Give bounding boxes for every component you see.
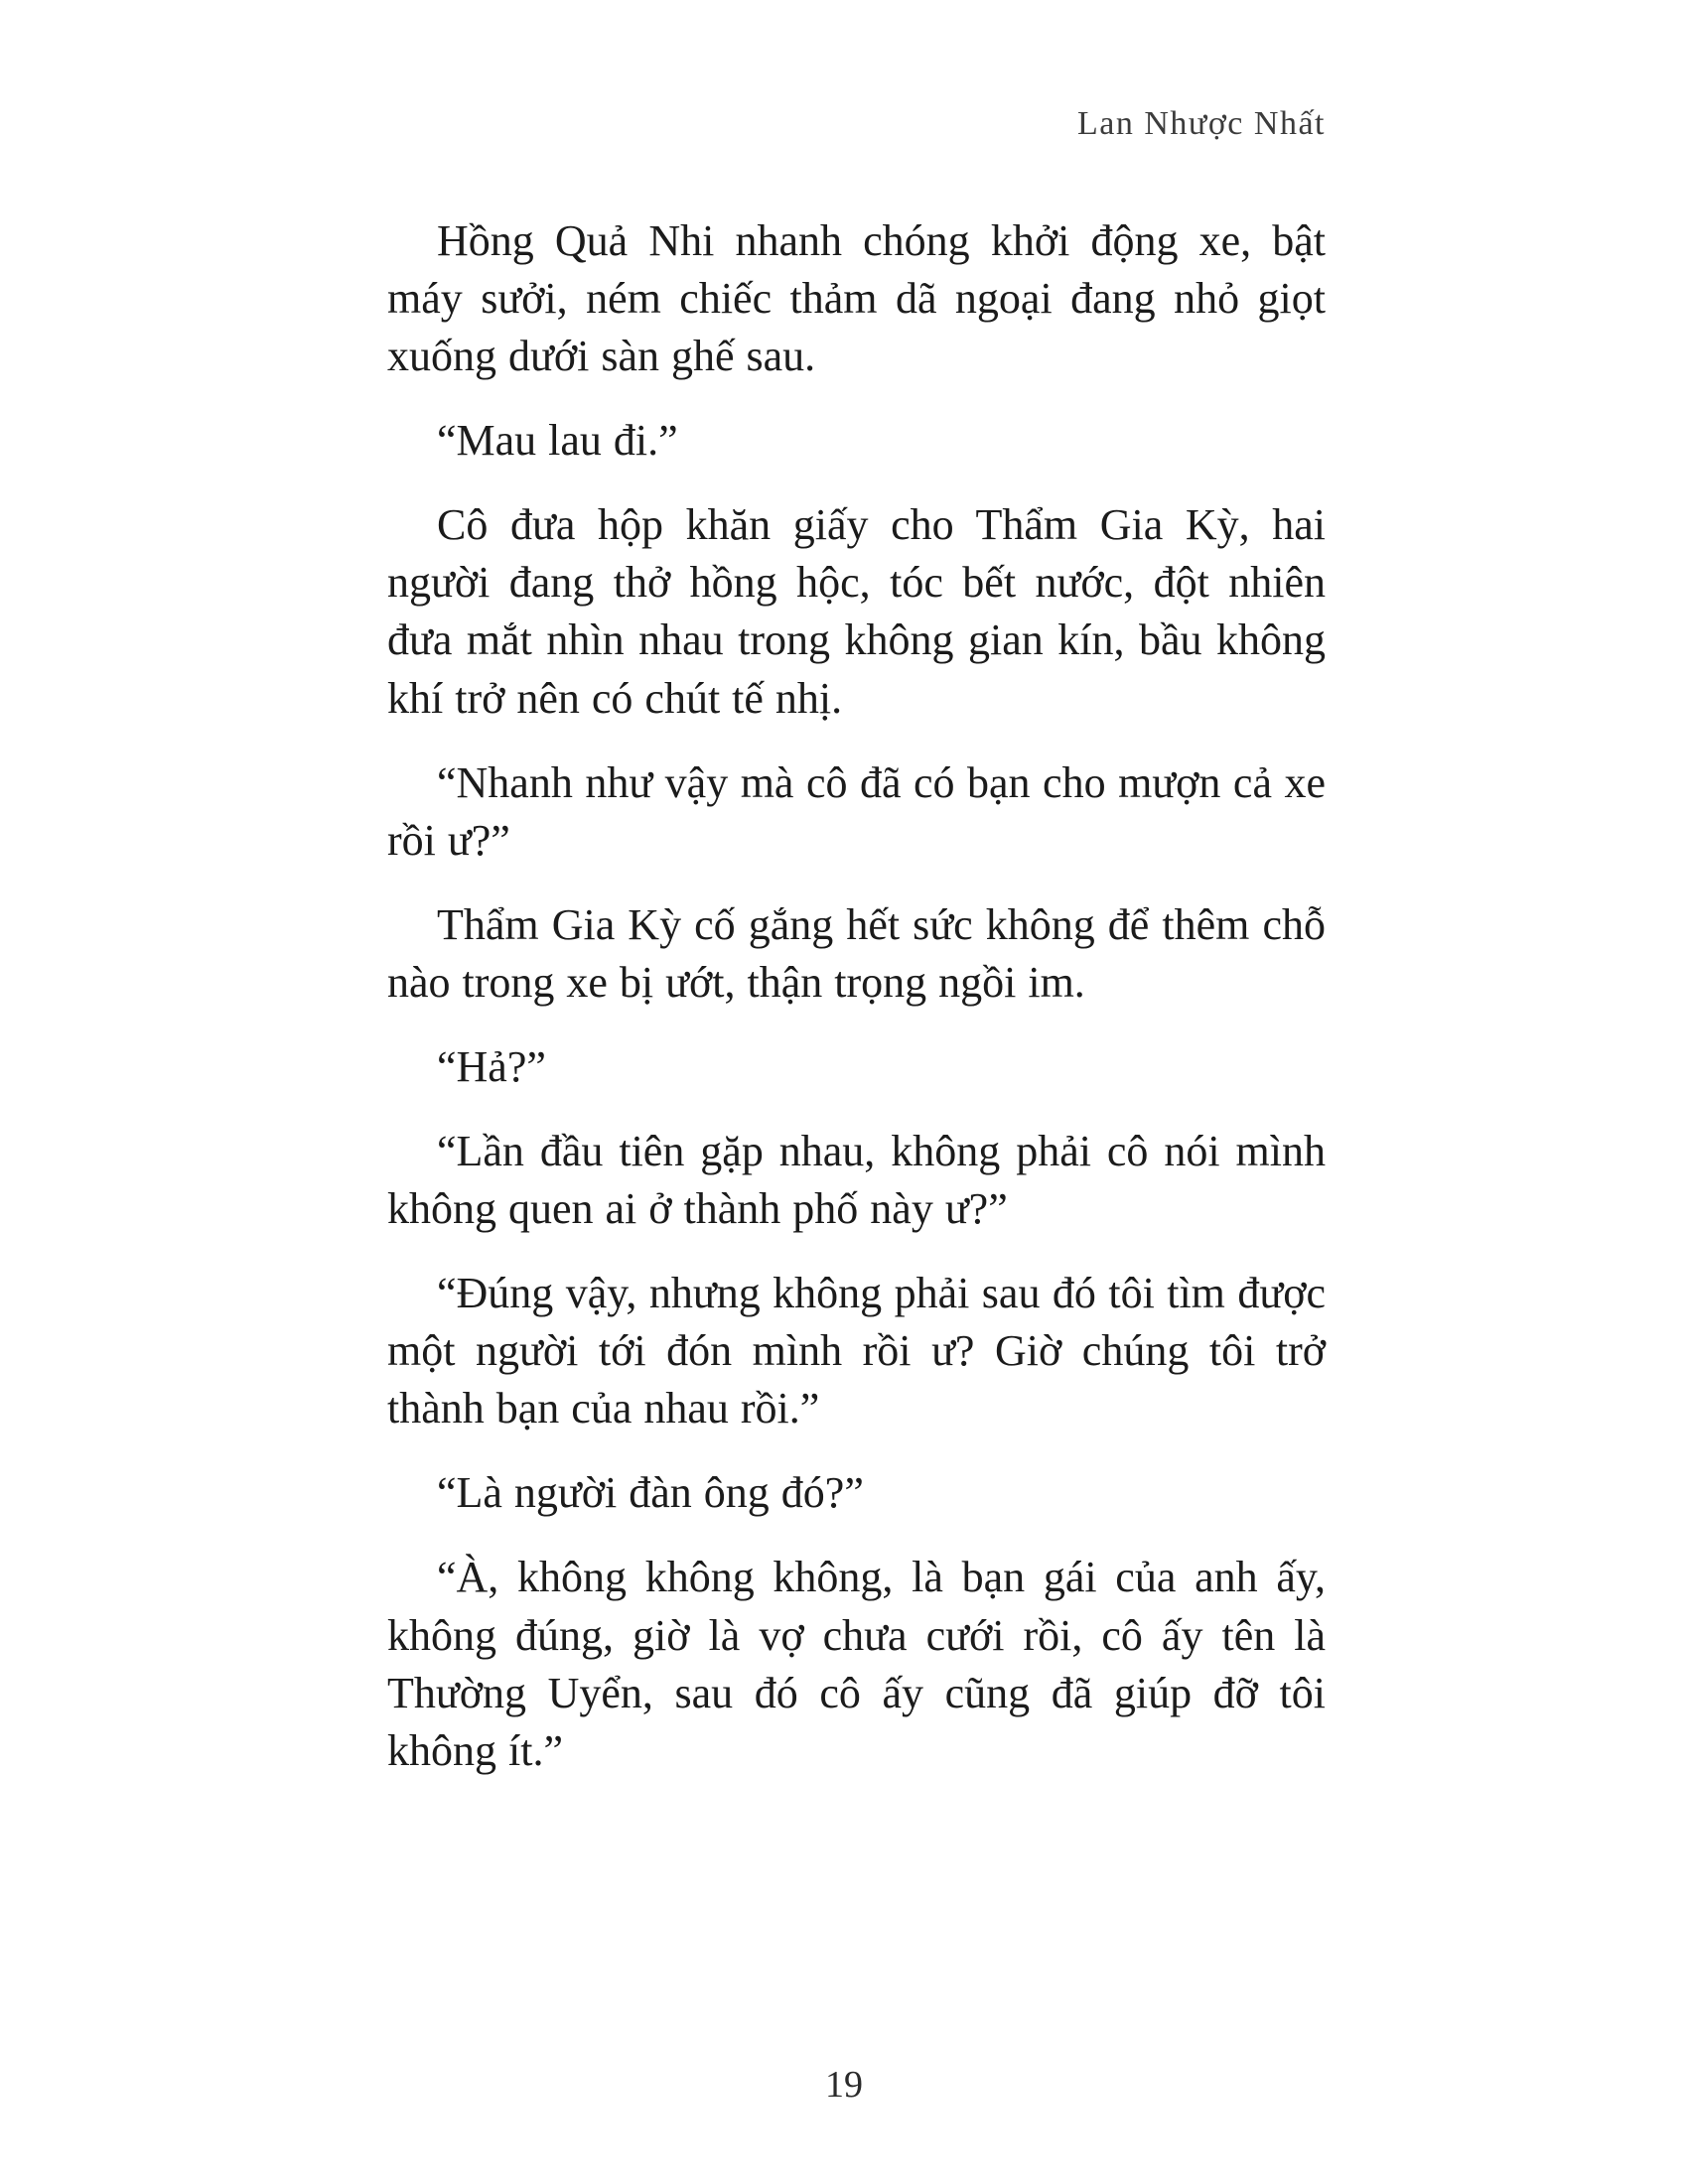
paragraph: “Là người đàn ông đó?” <box>437 1468 864 1518</box>
paragraph: Hồng Quả Nhi nhanh chóng khởi động xe, bật máy sưởi, ném chiếc thảm dã ngoại đang nhỏ giọt xuống dưới sàn ghế sau. <box>387 216 1326 381</box>
paragraph: “À, không không không, là bạn gái của anh ấy, không đúng, giờ là vợ chưa cưới rồi, cô ấy tên là Thường Uyển, sau đó cô ấy cũng đã giúp đỡ tôi không ít.” <box>387 1553 1326 1775</box>
paragraph: Cô đưa hộp khăn giấy cho Thẩm Gia Kỳ, hai người đang thở hồng hộc, tóc bết nước, đột nhiên đưa mắt nhìn nhau trong không gian kín, bầu không khí trở nên có chút tế nhị. <box>387 500 1326 723</box>
paragraph: “Lần đầu tiên gặp nhau, không phải cô nói mình không quen ai ở thành phố này ư?” <box>387 1127 1326 1234</box>
body-text <box>387 212 1326 1807</box>
paragraph: Thẩm Gia Kỳ cố gắng hết sức không để thêm chỗ nào trong xe bị ướt, thận trọng ngồi im. <box>387 899 1326 1007</box>
running-header-author: Lan Nhược Nhất <box>1076 105 1326 142</box>
paragraph: “Đúng vậy, nhưng không phải sau đó tôi tìm được một người tới đón mình rồi ư? Giờ chúng tôi trở thành bạn của nhau rồi.” <box>387 1269 1326 1433</box>
paragraph: “Hả?” <box>437 1041 546 1091</box>
paragraph: “Nhanh như vậy mà cô đã có bạn cho mượn cả xe rồi ư?” <box>387 757 1326 865</box>
paragraph: “Mau lau đi.” <box>437 416 678 466</box>
page-number: 19 <box>825 2064 863 2106</box>
